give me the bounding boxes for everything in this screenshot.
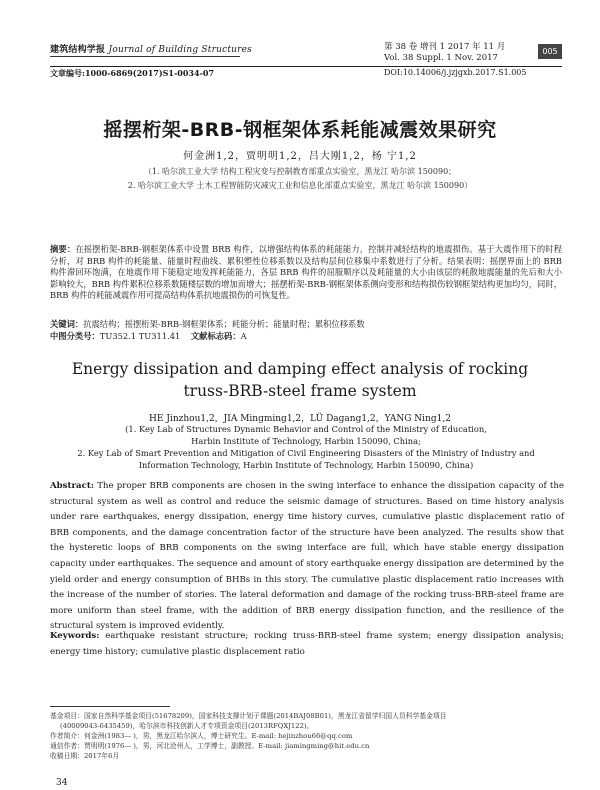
keywords-en-label: Keywords: bbox=[50, 631, 100, 641]
header-rule bbox=[50, 66, 562, 67]
classification-text: TU352.1 TU311.41 bbox=[99, 331, 181, 341]
abstract-cn bbox=[50, 244, 562, 302]
keywords-cn bbox=[50, 318, 365, 330]
classification-label: 中图分类号： bbox=[50, 331, 100, 341]
keywords-cn-text: 抗震结构；摇摆桁架-BRB-钢框架体系；耗能分析；能量时程；累积位移系数 bbox=[83, 319, 365, 329]
abstract-en bbox=[50, 479, 564, 635]
abstract-cn-text: 在摇摆桁架-BRB-钢框架体系中设置 BRB 构件，以增强结构体系的耗能能力，控制并减轻结构的地震损伤。基于大震作用下的时程分析，对 BRB 构件的耗能量、能量时程曲线、累积塑性位移系数以及结构层间位移集中系数进行了分析。结果表明：摇摆界面上的 BRB 构件滞回环饱满，在地震作用下能稳定地发挥耗能能力，各层 BRB 构件的屈服顺序以及耗能量的大小由该层的耗散地震能量的先后和大小影响较大，BRB 构件累积位移系数随楼层数的增加而增大；摇摆桁架-BRB-钢框架体系侧向变形和结构损伤较钢框架结构更加均匀，同时，BRB 构件的耗能减震作用可提高结构体系抗地震损伤的可恢复性。 bbox=[50, 244, 562, 300]
doc-code-label: 文献标志码： bbox=[190, 331, 241, 341]
header-underline bbox=[50, 56, 240, 57]
doc-code: A bbox=[240, 331, 247, 341]
article-badge: 005 bbox=[538, 44, 562, 59]
affiliation-cn-1: （1. 哈尔滨工业大学 结构工程灾变与控制教育部重点实验室，黑龙江 哈尔滨 150090； bbox=[143, 167, 457, 176]
page-number: 34 bbox=[56, 778, 68, 788]
footnote-received: 收稿日期：2017年6月 bbox=[50, 752, 120, 760]
keywords-en-text: earthquake resistant structure; rocking truss-BRB-steel frame system; energy dissipation analysis; energy time history; cumulative plastic displacement ratio bbox=[50, 631, 564, 657]
volume-cn: 第 38 卷 增刊 1 2017 年 11 月 bbox=[384, 42, 506, 52]
title-en bbox=[0, 358, 600, 402]
keywords-cn-label: 关键词： bbox=[50, 319, 84, 329]
authors-en: HE Jinzhou1,2，JIA Mingming1,2，LÜ Dagang1,2，YANG Ning1,2 bbox=[149, 414, 451, 424]
footnote-funding-cont: (40009043-6435459)，哈尔滨市科技创新人才专项资金项目(2013RFQXJ122)。 bbox=[60, 722, 314, 730]
running-header-volume bbox=[384, 42, 505, 64]
title-cn: 摇摆桁架-BRB-钢框架体系耗能减震效果研究 bbox=[103, 119, 497, 141]
abstract-en-text: The proper BRB components are chosen in the swing interface to enhance the dissipation capacity of the structural system as well as control and reduce the seismic damage of structures. Based on time history analysis under rare earthquakes, energy dissipation, energy time history curves, cumulative plastic displacement ratio of BRB components, and the damage concentration factor of the structure have been analyzed. The results show that the hysteretic loops of BRB components on the swing interface are full, which have stable energy dissipation capacity under earthquakes. The sequence and amount of story earthquake energy dissipation are determined by the yield order and energy consumption of BHBs in this story. The cumulative plastic displacement ratio increases with the increase of the number of stories. The lateral deformation and damage of the rocking truss-BRB-steel frame are more uniform than steel frame, with the addition of BRB energy dissipation function, and the resilience of the structural system is improved evidently. bbox=[50, 481, 564, 632]
title-en-line-2: truss-BRB-steel frame system bbox=[183, 382, 417, 400]
affiliation-en-2: Harbin Institute of Technology, Harbin 150090, China; bbox=[191, 436, 421, 446]
footnote-funding: 基金项目：国家自然科学基金项目(51678209)，国家科技支撑计划子课题(2014BAJ08B01)，黑龙江省留学归国人员科学基金项目 bbox=[50, 712, 447, 720]
affiliation-en-4: Information Technology, Harbin Institute of Technology, Harbin 150090, China) bbox=[138, 460, 474, 470]
affiliation-en-3: 2. Key Lab of Smart Prevention and Mitigation of Civil Engineering Disasters of the Ministry of Industry and bbox=[77, 448, 535, 458]
classification-cn bbox=[50, 330, 247, 342]
abstract-cn-label: 摘要： bbox=[50, 244, 76, 254]
affiliation-cn-2: 2. 哈尔滨工业大学 土木工程智能防灾减灾工业和信息化部重点实验室，黑龙江 哈尔滨 150090） bbox=[127, 181, 473, 190]
affiliation-en-1: (1. Key Lab of Structures Dynamic Behavior and Control of the Ministry of Education, bbox=[125, 424, 487, 434]
journal-title-cn: 建筑结构学报 bbox=[50, 45, 106, 55]
keywords-en bbox=[50, 629, 564, 660]
title-en-line-1: Energy dissipation and damping effect analysis of rocking bbox=[71, 360, 529, 378]
doi: DOI:10.14006/j.jzjgxb.2017.S1.005 bbox=[384, 68, 527, 77]
footnote-corresponding: 通信作者：贾明明(1976— )，男，河北沧州人，工学博士，副教授。E-mail: jiamingming@hit.edu.cn bbox=[50, 742, 370, 750]
footnote-rule bbox=[50, 706, 170, 707]
document-id: 文章编号:1000-6869(2017)S1-0034-07 bbox=[50, 68, 215, 78]
authors-cn: 何金洲1,2，贾明明1,2，吕大刚1,2，杨 宁1,2 bbox=[183, 151, 417, 162]
volume-en: Vol. 38 Suppl. 1 Nov. 2017 bbox=[384, 53, 498, 63]
running-header-journal bbox=[50, 42, 252, 55]
journal-title-en: Journal of Building Structures bbox=[108, 45, 252, 55]
footnote-author: 作者简介：何金洲(1983— )，男，黑龙江哈尔滨人，博士研究生。E-mail: hejinzhou66@qq.com bbox=[50, 732, 353, 740]
abstract-en-label: Abstract: bbox=[50, 481, 94, 491]
